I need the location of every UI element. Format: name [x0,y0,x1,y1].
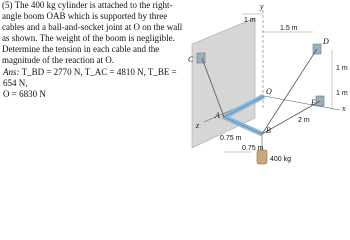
label-d: D [323,37,329,46]
problem-line-2: boom OAB which is supported by three cables and a [2,11,168,32]
label-b: B [266,126,271,135]
answer-tensions: T_BD = 2770 N, T_AC = 4810 N, T_BE = 654 N, [3,67,177,88]
problem-line-4: weight of the boom is negligible. Determine the [2,33,175,54]
dim-1m-right-lower: 1 m [336,90,348,97]
dim-1m-top: 1 m [244,17,256,24]
label-y: y [260,2,264,11]
answer-label: Ans: [3,67,20,77]
cylinder-mass: 400 kg [270,156,292,163]
label-o: O [266,87,272,96]
problem-number: (5) [2,0,13,10]
answer-line-1 [3,67,188,89]
problem-line-1: The 400 kg cylinder is attached to the right-angle [2,0,173,21]
label-z: z [196,121,200,130]
boom-figure [180,0,350,171]
problem-line-5: tension in each cable and the magnitude of the reaction [2,44,160,65]
answer-reaction: O = 6830 N [3,89,46,99]
problem-line-3: ball-and-socket joint at O on the wall as shown. The [2,22,183,43]
cylinder [257,150,267,164]
problem-statement [2,0,188,100]
label-c: C [188,55,194,64]
dim-0-75m-left: 0.75 m [220,135,242,142]
plate-c [197,53,205,63]
label-a: A [215,111,220,120]
dim-2m: 2 m [298,117,310,124]
problem-line-6: at O. [96,55,114,65]
x-axis [264,96,340,110]
label-x: x [342,104,346,113]
answer-block [2,67,188,100]
boom-diagram [180,0,350,171]
dim-1-5m: 1.5 m [280,25,298,32]
dim-1m-right-upper: 1 m [336,65,348,72]
dim-0-75m-bottom: 0.75 m [242,145,264,152]
problem-text [2,0,188,66]
label-e: E [311,98,316,107]
